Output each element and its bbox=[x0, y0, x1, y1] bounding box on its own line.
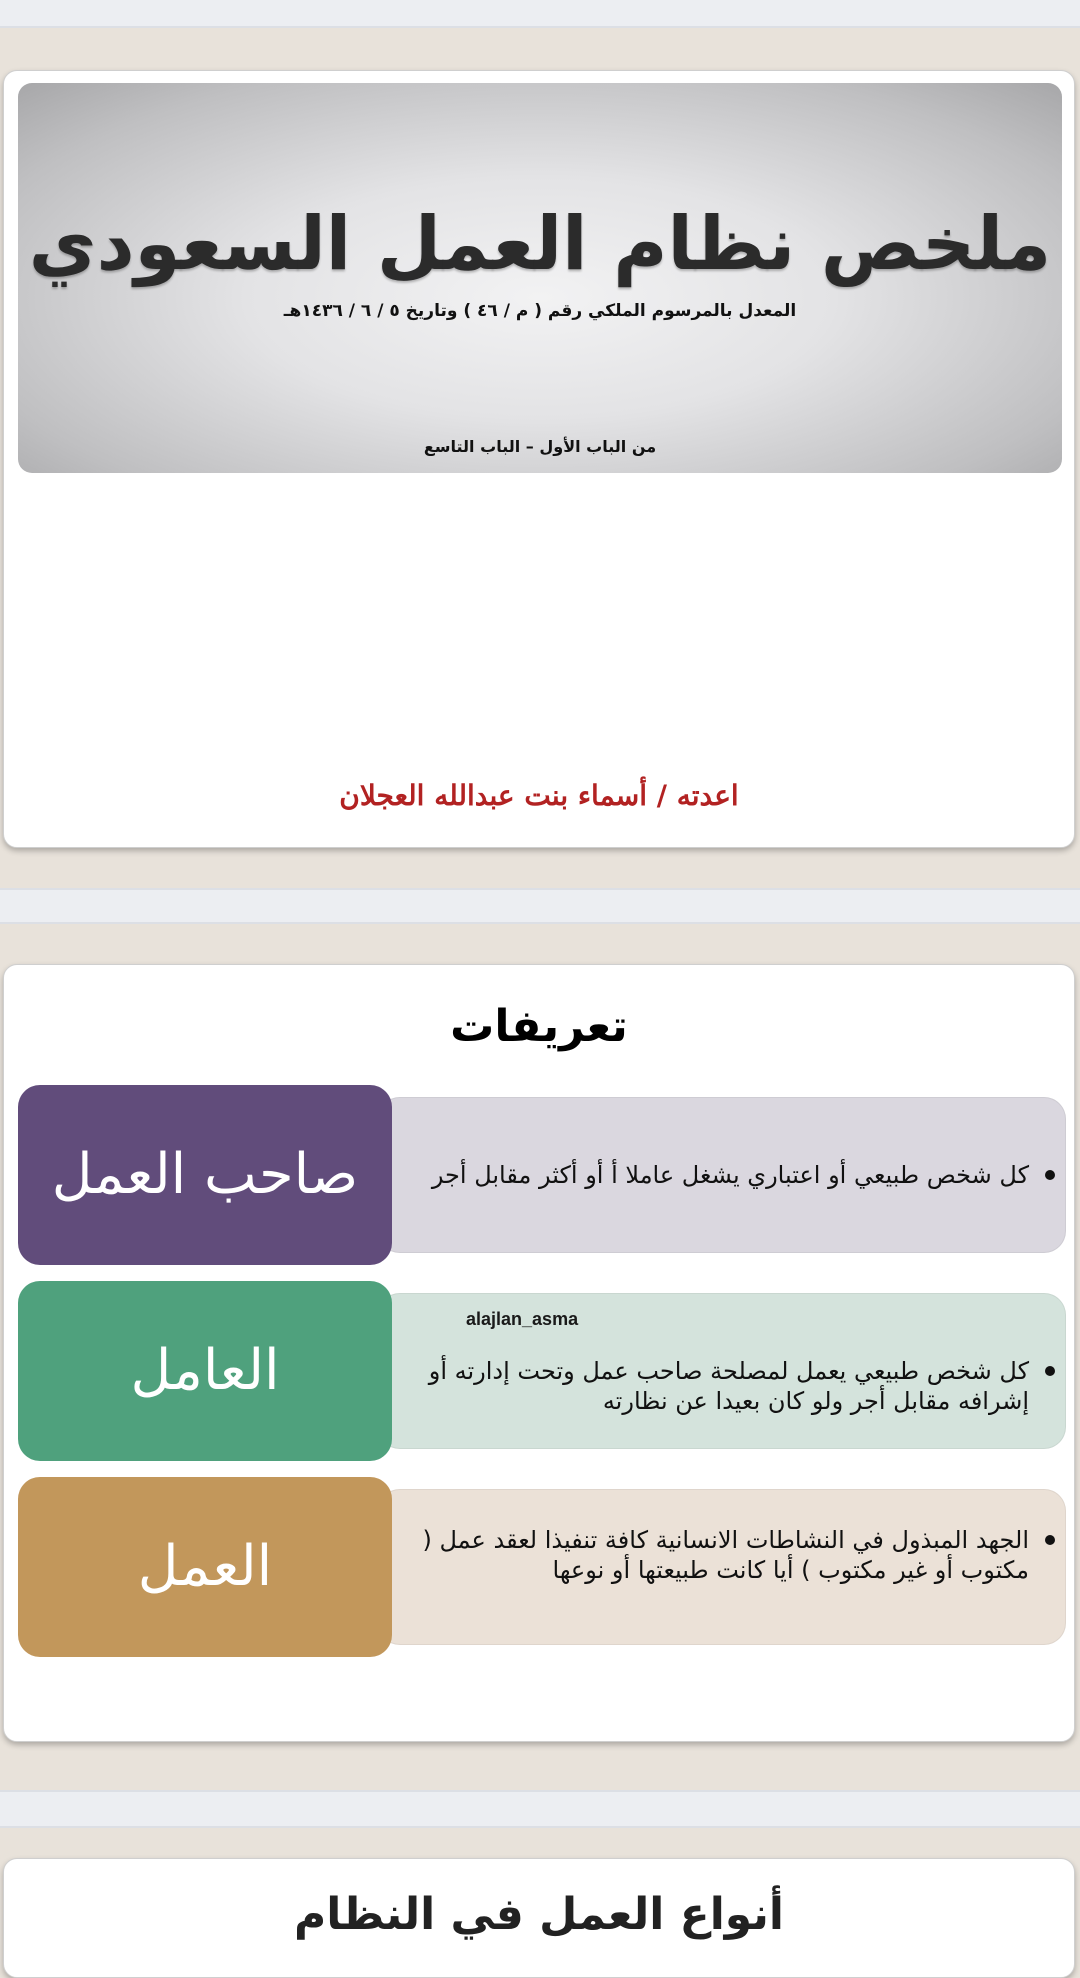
definition-row-employer bbox=[18, 1085, 1070, 1265]
slide-work-types[interactable] bbox=[3, 1858, 1075, 1978]
slide-definitions[interactable] bbox=[3, 964, 1075, 1742]
term-label: صاحب العمل bbox=[18, 1085, 392, 1265]
top-divider bbox=[0, 0, 1080, 28]
chapters-range: من الباب الأول – الباب التاسع bbox=[423, 437, 657, 456]
slide-divider bbox=[0, 1790, 1080, 1828]
author-credit: اعدته / أسماء بنت عبدالله العجلان bbox=[339, 779, 739, 812]
bullet-icon bbox=[1045, 1366, 1055, 1376]
definition-box bbox=[378, 1489, 1066, 1645]
decree-subtitle: المعدل بالمرسوم الملكي رقم ( م / ٤٦ ) وتاريخ ٥ / ٦ / ١٤٣٦هـ bbox=[283, 301, 797, 321]
title-banner bbox=[18, 83, 1062, 473]
slide-divider bbox=[0, 888, 1080, 924]
presentation-title: ملخص نظام العمل السعودي bbox=[28, 201, 1052, 287]
slide-title[interactable] bbox=[3, 70, 1075, 848]
definition-row-worker bbox=[18, 1281, 1070, 1461]
definition-text: الجهد المبذول في النشاطات الانسانية كافة تنفيذا لعقد عمل ( مكتوب أو غير مكتوب ) أيا كانت طبيعتها أو نوعها bbox=[422, 1525, 1029, 1584]
term-label: العمل bbox=[18, 1477, 392, 1657]
watermark-handle: alajlan_asma bbox=[466, 1309, 579, 1329]
definitions-title: تعريفات bbox=[450, 1001, 628, 1052]
definition-text: كل شخص طبيعي أو اعتباري يشغل عاملا أ أو أكثر مقابل أجر bbox=[431, 1161, 1029, 1189]
definition-box bbox=[378, 1097, 1066, 1253]
bullet-icon bbox=[1045, 1170, 1055, 1180]
definition-text: كل شخص طبيعي يعمل لمصلحة صاحب عمل وتحت إدارته أو إشرافه مقابل أجر ولو كان بعيدا عن نظارته bbox=[428, 1357, 1029, 1416]
definition-row-work bbox=[18, 1477, 1070, 1657]
term-label: العامل bbox=[18, 1281, 392, 1461]
bullet-icon bbox=[1045, 1535, 1055, 1545]
work-types-title: أنواع العمل في النظام bbox=[293, 1889, 784, 1940]
